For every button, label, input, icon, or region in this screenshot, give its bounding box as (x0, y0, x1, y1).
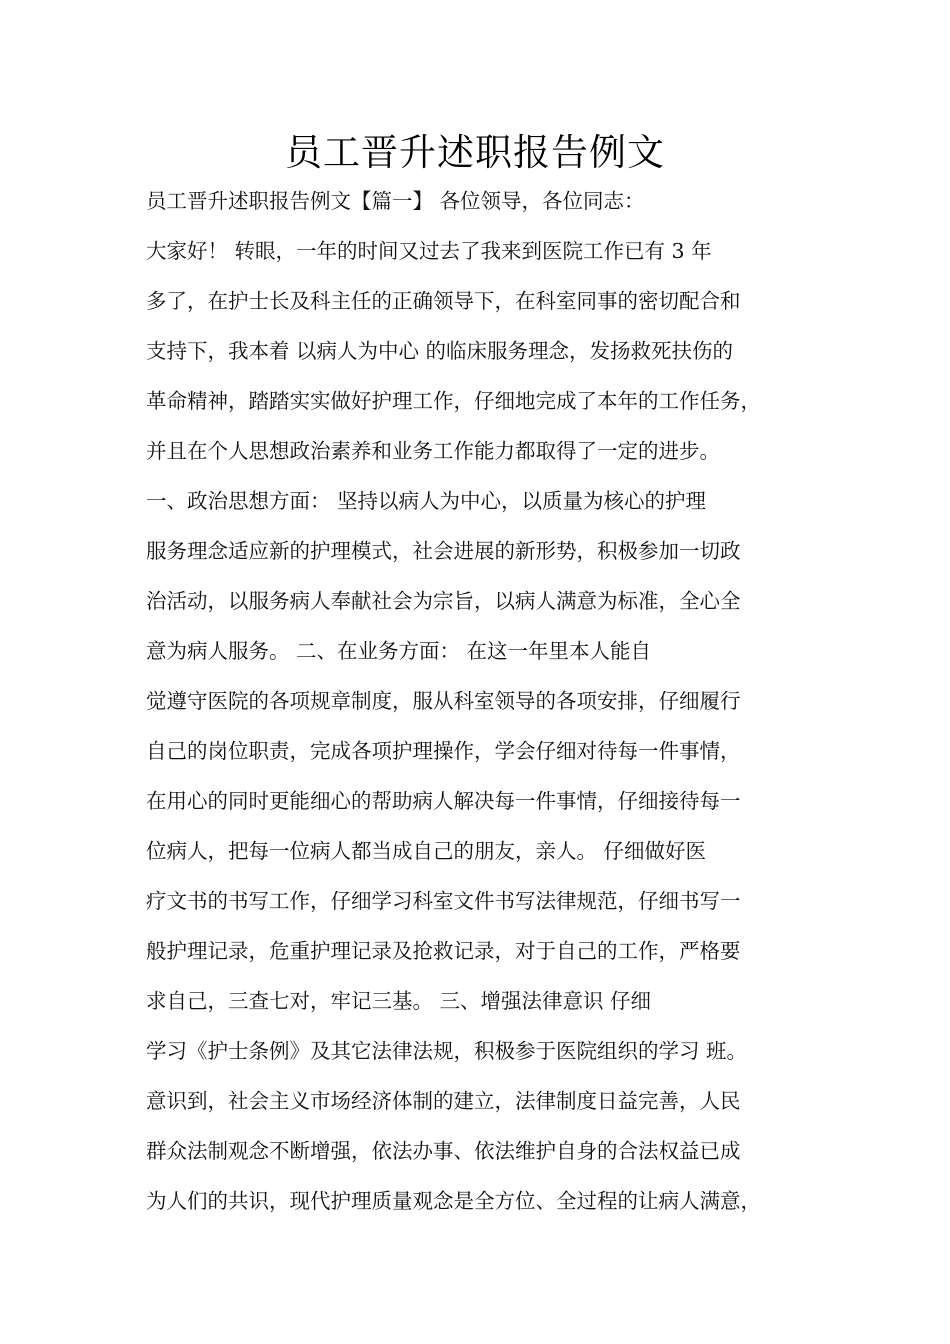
document-title: 员工晋升述职报告例文 (285, 131, 665, 174)
body-line: 般护理记录，危重护理记录及抢救记录，对于自己的工作，严格要 (146, 939, 741, 963)
body-line: 一、政治思想方面： 坚持以病人为中心，以质量为核心的护理 (146, 489, 707, 513)
body-line: 服务理念适应新的护理模式，社会进展的新形势，积极参加一切政 (146, 539, 741, 563)
body-line: 群众法制观念不断增强，依法办事、依法维护自身的合法权益已成 (146, 1139, 741, 1163)
body-line: 治活动，以服务病人奉献社会为宗旨，以病人满意为标准，全心全 (146, 589, 741, 613)
body-line: 意识到，社会主义市场经济体制的建立，法律制度日益完善，人民 (146, 1089, 741, 1113)
body-line: 并且在个人思想政治素养和业务工作能力都取得了一定的进步。 (146, 439, 720, 463)
body-line: 意为病人服务。 二、在业务方面： 在这一年里本人能自 (146, 639, 652, 663)
body-line: 觉遵守医院的各项规章制度，服从科室领导的各项安排，仔细履行 (146, 689, 741, 713)
body-line: 求自己，三查七对，牢记三基。 三、增强法律意识 仔细 (146, 989, 652, 1013)
body-line: 位病人，把每一位病人都当成自己的朋友，亲人。 仔细做好医 (146, 839, 707, 863)
body-line: 多了，在护士长及科主任的正确领导下，在科室同事的密切配合和 (146, 289, 741, 313)
body-line: 自己的岗位职责，完成各项护理操作，学会仔细对待每一件事情， (146, 739, 741, 763)
body-line: 革命精神，踏踏实实做好护理工作，仔细地完成了本年的工作任务， (146, 389, 761, 413)
body-line: 疗文书的书写工作，仔细学习科室文件书写法律规范，仔细书写一 (146, 889, 741, 913)
body-line: 大家好！ 转眼，一年的时间又过去了我来到医院工作已有 3 年 (146, 239, 712, 263)
body-line: 支持下，我本着 以病人为中心 的临床服务理念，发扬救死扶伤的 (146, 339, 734, 363)
body-line: 为人们的共识，现代护理质量观念是全方位、全过程的让病人满意， (146, 1189, 761, 1213)
body-line: 员工晋升述职报告例文【篇一】 各位领导，各位同志： (146, 189, 645, 213)
body-line: 学习《护士条例》及其它法律法规，积极参于医院组织的学习 班。 (146, 1039, 748, 1063)
body-line: 在用心的同时更能细心的帮助病人解决每一件事情，仔细接待每一 (146, 789, 741, 813)
